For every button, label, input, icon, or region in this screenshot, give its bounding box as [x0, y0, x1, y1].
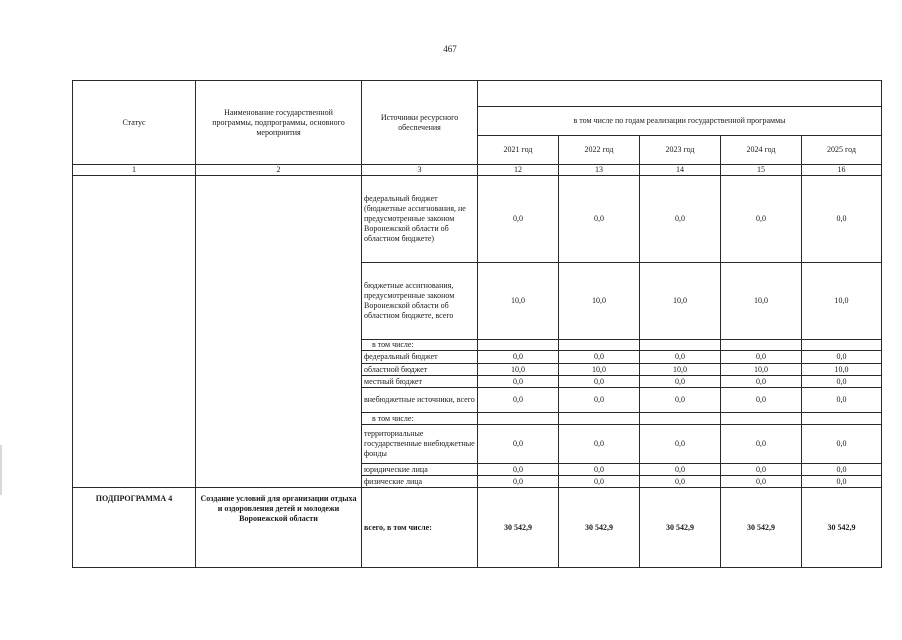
- value-cell: 0,0: [558, 175, 639, 262]
- source-cell: юридические лица: [361, 463, 477, 475]
- value-cell: 0,0: [558, 475, 639, 487]
- value-cell: 0,0: [801, 387, 881, 412]
- page-number: 467: [443, 44, 457, 54]
- value-cell: 10,0: [639, 363, 720, 375]
- header-name: Наименование государственной программы, подпрограммы, основного мероприятия: [195, 80, 361, 164]
- value-cell: [477, 412, 558, 424]
- source-cell: физические лица: [361, 475, 477, 487]
- value-cell: 0,0: [639, 387, 720, 412]
- header-year: 2021 год: [477, 135, 558, 164]
- source-cell: внебюджетные источники, всего: [361, 387, 477, 412]
- source-cell: в том числе:: [361, 339, 477, 350]
- value-cell: 0,0: [639, 463, 720, 475]
- header-year: 2023 год: [639, 135, 720, 164]
- value-cell: 10,0: [558, 363, 639, 375]
- value-cell: 0,0: [477, 424, 558, 463]
- value-cell: [639, 339, 720, 350]
- value-cell: 0,0: [801, 475, 881, 487]
- value-cell: 10,0: [801, 363, 881, 375]
- value-cell: 0,0: [801, 424, 881, 463]
- value-cell: 0,0: [558, 387, 639, 412]
- column-number: 2: [195, 164, 361, 175]
- subprogram-name: Создание условий для организации отдыха и оздоровления детей и молодежи Воронежской области: [195, 487, 361, 567]
- value-cell: 0,0: [558, 463, 639, 475]
- value-cell: 10,0: [720, 363, 801, 375]
- value-cell: 0,0: [639, 350, 720, 363]
- value-cell: 0,0: [477, 475, 558, 487]
- value-cell: 0,0: [477, 375, 558, 387]
- value-cell: [477, 339, 558, 350]
- value-cell: 0,0: [720, 375, 801, 387]
- header-years-group: в том числе по годам реализации государственной программы: [477, 106, 881, 135]
- value-cell: 10,0: [477, 363, 558, 375]
- table-right-edge: [881, 80, 882, 567]
- value-cell: 0,0: [639, 424, 720, 463]
- value-cell: [558, 339, 639, 350]
- value-cell: 0,0: [801, 350, 881, 363]
- value-cell: [720, 339, 801, 350]
- value-cell: [801, 339, 881, 350]
- value-cell: [639, 412, 720, 424]
- source-cell: федеральный бюджет: [361, 350, 477, 363]
- column-number: 1: [72, 164, 195, 175]
- column-number: 3: [361, 164, 477, 175]
- value-cell: 10,0: [801, 262, 881, 339]
- value-cell: 0,0: [477, 350, 558, 363]
- header-status: Статус: [72, 80, 195, 164]
- column-number: 12: [477, 164, 558, 175]
- subprogram-status: ПОДПРОГРАММА 4: [72, 487, 195, 567]
- value-cell: 10,0: [639, 262, 720, 339]
- value-cell: 0,0: [720, 463, 801, 475]
- source-cell: в том числе:: [361, 412, 477, 424]
- value-cell: 0,0: [720, 387, 801, 412]
- status-cell-empty: [72, 175, 195, 487]
- header-blank: [477, 80, 881, 106]
- subprogram-value: 30 542,9: [639, 487, 720, 567]
- value-cell: [720, 412, 801, 424]
- value-cell: [558, 412, 639, 424]
- value-cell: [801, 412, 881, 424]
- value-cell: 0,0: [801, 175, 881, 262]
- value-cell: 0,0: [720, 350, 801, 363]
- name-cell-empty: [195, 175, 361, 487]
- value-cell: 0,0: [477, 463, 558, 475]
- header-year: 2025 год: [801, 135, 881, 164]
- source-cell: федеральный бюджет (бюджетные ассигнования, не предусмотренные законом Воронежской области об областном бюджете): [361, 175, 477, 262]
- subprogram-value: 30 542,9: [801, 487, 881, 567]
- value-cell: 10,0: [558, 262, 639, 339]
- value-cell: 0,0: [720, 424, 801, 463]
- value-cell: 10,0: [477, 262, 558, 339]
- value-cell: 0,0: [558, 350, 639, 363]
- value-cell: 0,0: [639, 175, 720, 262]
- value-cell: 0,0: [720, 475, 801, 487]
- value-cell: 0,0: [801, 463, 881, 475]
- subprogram-value: 30 542,9: [477, 487, 558, 567]
- column-number: 15: [720, 164, 801, 175]
- column-number: 16: [801, 164, 881, 175]
- source-cell: территориальные государственные внебюджетные фонды: [361, 424, 477, 463]
- source-cell: местный бюджет: [361, 375, 477, 387]
- subprogram-value: 30 542,9: [720, 487, 801, 567]
- table-bottom-edge: [72, 567, 882, 568]
- header-year: 2022 год: [558, 135, 639, 164]
- value-cell: 0,0: [720, 175, 801, 262]
- subprogram-value: 30 542,9: [558, 487, 639, 567]
- value-cell: 0,0: [558, 375, 639, 387]
- scan-edge-mark: [0, 445, 2, 495]
- value-cell: 0,0: [639, 475, 720, 487]
- value-cell: 0,0: [477, 175, 558, 262]
- value-cell: 0,0: [639, 375, 720, 387]
- value-cell: 0,0: [477, 387, 558, 412]
- column-number: 14: [639, 164, 720, 175]
- value-cell: 0,0: [801, 375, 881, 387]
- value-cell: 0,0: [558, 424, 639, 463]
- subprogram-source: всего, в том числе:: [361, 487, 477, 567]
- column-number: 13: [558, 164, 639, 175]
- header-year: 2024 год: [720, 135, 801, 164]
- source-cell: областной бюджет: [361, 363, 477, 375]
- value-cell: 10,0: [720, 262, 801, 339]
- header-sources: Источники ресурсного обеспечения: [361, 80, 477, 164]
- source-cell: бюджетные ассигнования, предусмотренные законом Воронежской области об областном бюджете, всего: [361, 262, 477, 339]
